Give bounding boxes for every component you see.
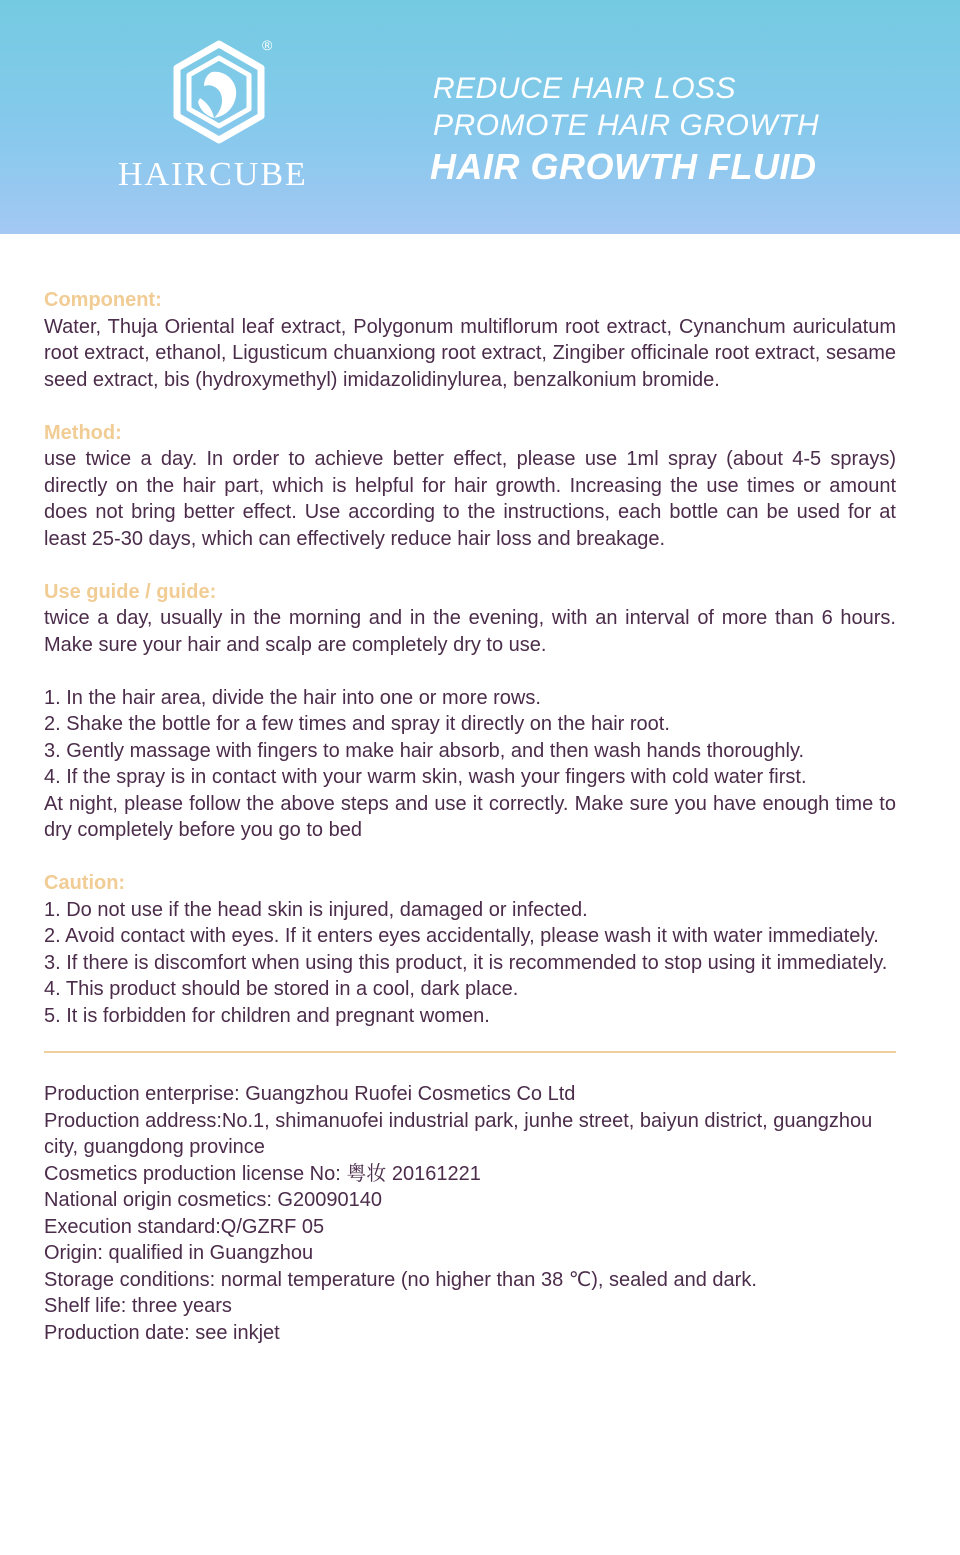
caution-item: 2. Avoid contact with eyes. If it enters eyes accidentally, please wash it with water immediately. bbox=[44, 925, 879, 947]
use-guide-heading: Use guide / guide: bbox=[44, 580, 217, 603]
tagline-reduce-hair-loss: REDUCE HAIR LOSS bbox=[433, 72, 737, 105]
caution-item: 1. Do not use if the head skin is injured, damaged or infected. bbox=[44, 898, 588, 921]
use-guide-step: 3. Gently massage with fingers to make hair absorb, and then wash hands thoroughly. bbox=[44, 739, 805, 762]
origin: Origin: qualified in Guangzhou bbox=[44, 1242, 314, 1264]
brand-name: HAIRCUBE bbox=[118, 156, 308, 193]
shelf-life: Shelf life: three years bbox=[44, 1295, 232, 1317]
caution-heading: Caution: bbox=[44, 872, 126, 894]
night-note: At night, please follow the above steps and use it correctly. Make sure you have enough time to dry completely before you go to bed bbox=[44, 792, 896, 841]
component-heading: Component: bbox=[44, 289, 162, 311]
production-date: Production date: see inkjet bbox=[44, 1321, 280, 1344]
method-text: use twice a day. In order to achieve better effect, please use 1ml spray (about 4-5 sprays) directly on the hair part, which is helpful for hair growth. Increasing the use times or amount does not bring better effect. Use according to the instructions, each bottle can be used for at least 25-30 days, which can effectively reduce hair loss and breakage. bbox=[44, 448, 896, 550]
tagline-promote-hair-growth: PROMOTE HAIR GROWTH bbox=[433, 109, 820, 142]
method-heading: Method: bbox=[44, 421, 122, 444]
production-enterprise: Production enterprise: Guangzhou Ruofei Cosmetics Co Ltd bbox=[44, 1083, 576, 1105]
use-guide-step: 4. If the spray is in contact with your warm skin, wash your fingers with cold water first. bbox=[44, 766, 807, 788]
caution-item: 4. This product should be stored in a cool, dark place. bbox=[44, 978, 519, 1000]
storage-conditions: Storage conditions: normal temperature (no higher than 38 ℃), sealed and dark. bbox=[44, 1268, 757, 1291]
caution-item: 3. If there is discomfort when using this product, it is recommended to stop using it immediately. bbox=[44, 951, 888, 974]
production-license: Cosmetics production license No: 粤妆 20161221 bbox=[44, 1162, 481, 1185]
haircube-logo-icon bbox=[164, 38, 274, 148]
use-guide-step: 1. In the hair area, divide the hair into one or more rows. bbox=[44, 686, 541, 709]
national-origin: National origin cosmetics: G20090140 bbox=[44, 1189, 382, 1211]
use-guide-step: 2. Shake the bottle for a few times and spray it directly on the hair root. bbox=[44, 713, 670, 735]
section-divider bbox=[44, 1051, 896, 1053]
use-guide-intro: twice a day, usually in the morning and in the evening, with an interval of more than 6 hours. Make sure your hair and scalp are completely dry to use. bbox=[44, 607, 896, 656]
caution-item: 5. It is forbidden for children and pregnant women. bbox=[44, 1004, 490, 1027]
component-text: Water, Thuja Oriental leaf extract, Polygonum multiflorum root extract, Cynanchum auriculatum root extract, ethanol, Ligusticum chuanxiong root extract, Zingiber officinale root extract, sesame seed extract, bis (hydroxymethyl) imidazolidinylurea, benzalkonium bromide. bbox=[44, 315, 896, 391]
registered-mark: ® bbox=[262, 37, 273, 53]
product-description bbox=[44, 287, 896, 1346]
execution-standard: Execution standard:Q/GZRF 05 bbox=[44, 1215, 325, 1238]
header-banner bbox=[0, 0, 960, 234]
production-address: Production address:No.1, shimanuofei industrial park, junhe street, baiyun district, guangzhou city, guangdong province bbox=[44, 1109, 873, 1158]
product-name: HAIR GROWTH FLUID bbox=[430, 146, 817, 187]
